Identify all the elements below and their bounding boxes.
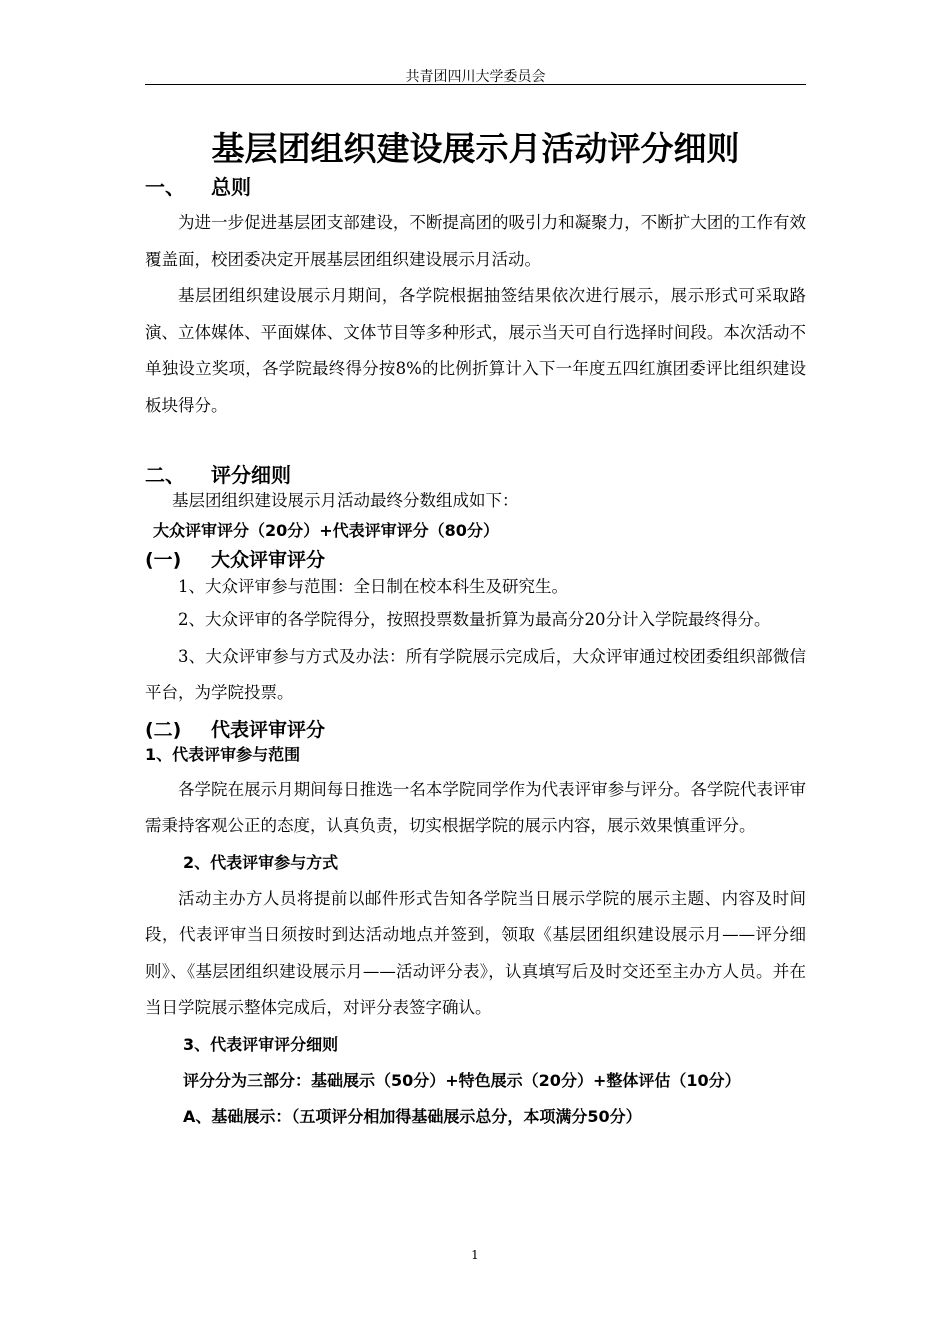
section-1-title: 总则 (211, 175, 251, 199)
subsection-2-formula: 评分分为三部分：基础展示（50分）+特色展示（20分）+整体评估（10分） (183, 1070, 741, 1090)
page-number: 1 (471, 1248, 479, 1262)
subsection-2-title: 代表评审评分 (211, 718, 326, 741)
section-1-para-1: 为进一步促进基层团支部建设，不断提高团的吸引力和凝聚力，不断扩大团的工作有效覆盖面，校团委决定开展基层团组织建设展示月活动。 (145, 213, 806, 269)
subsection-2-heading-3: 3、代表评审评分细则 (183, 1034, 339, 1054)
subsection-2-para-2: 活动主办方人员将提前以邮件形式告知各学院当日展示学院的展示主题、内容及时间段，代表评审当日须按时到达活动地点并签到，领取《基层团组织建设展示月——评分细则》、《基层团组织建设展示月——活动评分表》，认真填写后及时交还至主办方人员。并在当日学院展示整体完成后，对评分表签字确认。 (145, 888, 806, 1017)
subsection-2-heading-2: 2、代表评审参与方式 (183, 852, 339, 872)
subsection-1-title: 大众评审评分 (211, 549, 326, 571)
subsection-2-para-1: 各学院在展示月期间每日推选一名本学院同学作为代表评审参与评分。各学院代表评审需秉持客观公正的态度，认真负责，切实根据学院的展示内容，展示效果慎重评分。 (145, 779, 806, 835)
document-body (145, 124, 806, 1135)
section-2-intro: 基层团组织建设展示月活动最终分数组成如下： (172, 491, 519, 510)
subsection-2-item-a: A、基础展示：（五项评分相加得基础展示总分，本项满分50分） (183, 1106, 642, 1126)
subsection-1-num: (一) (145, 549, 182, 571)
subsection-2-heading-1: 1、代表评审参与范围 (145, 744, 301, 764)
doc-title: 基层团组织建设展示月活动评分细则 (211, 129, 740, 168)
subsection-2-num: (二) (145, 718, 182, 741)
header-rule (145, 84, 806, 85)
section-2-heading (145, 462, 806, 488)
subsection-1-heading (145, 548, 806, 572)
section-2-num: 二、 (145, 463, 185, 487)
section-1-num: 一、 (145, 175, 185, 199)
subsection-1-item-3: 3、大众评审参与方式及办法：所有学院展示完成后，大众评审通过校团委组织部微信平台，为学院投票。 (145, 646, 806, 702)
subsection-1-item-2: 2、大众评审的各学院得分，按照投票数量折算为最高分20分计入学院最终得分。 (178, 610, 771, 629)
section-1-para-2: 基层团组织建设展示月期间，各学院根据抽签结果依次进行展示，展示形式可采取路演、立体媒体、平面媒体、文体节目等多种形式，展示当天可自行选择时间段。本次活动不单独设立奖项，各学院最终得分按8%的比例折算计入下一年度五四红旗团委评比组织建设板块得分。 (145, 286, 806, 415)
section-1-heading (145, 174, 806, 200)
subsection-2-heading (145, 718, 806, 742)
subsection-1-item-1: 1、大众评审参与范围：全日制在校本科生及研究生。 (178, 577, 568, 596)
section-2-title: 评分细则 (211, 463, 291, 487)
section-2-formula: 大众评审评分（20分）+代表评审评分（80分） (153, 521, 499, 540)
header-org: 共青团四川大学委员会 (405, 69, 546, 85)
